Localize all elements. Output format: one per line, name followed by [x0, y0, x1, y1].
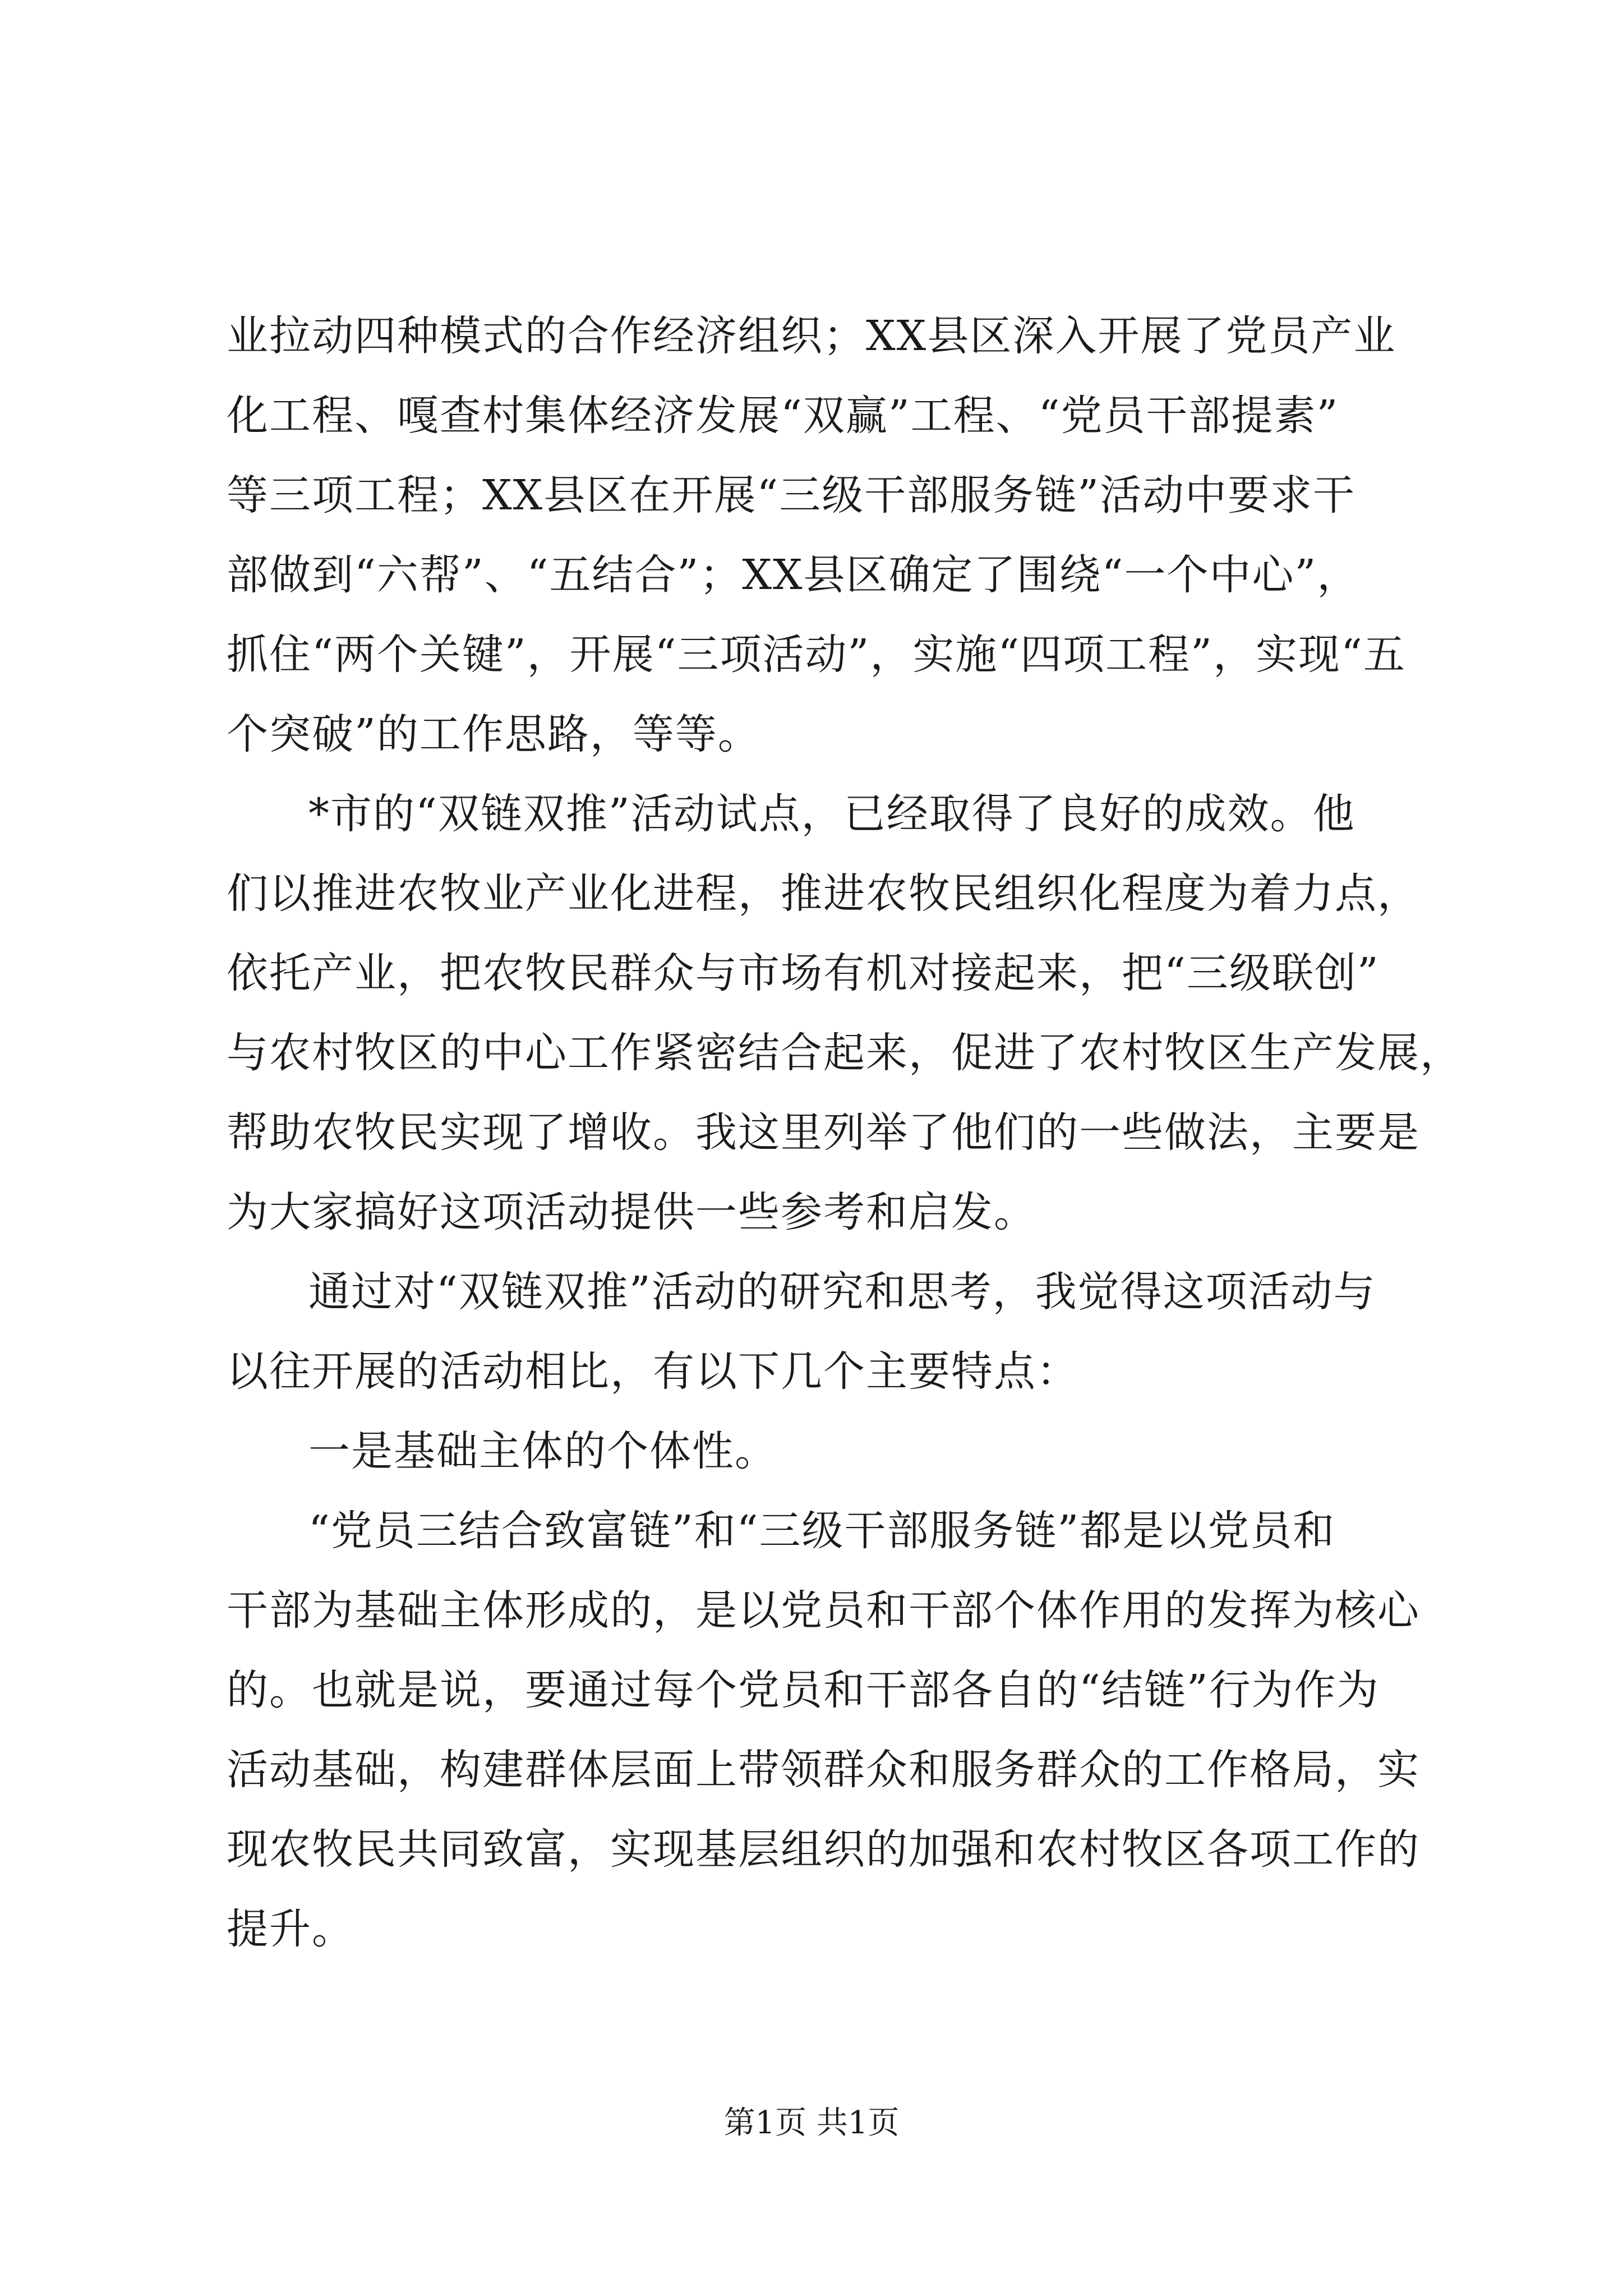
- text-line: 们以推进农牧业产业化进程，推进农牧民组织化程度为着力点，: [227, 869, 1420, 918]
- text-line: 以往开展的活动相比，有以下几个主要特点：: [227, 1347, 1079, 1396]
- text-line: 等三项工程；XX县区在开展“三级干部服务链”活动中要求干: [227, 471, 1356, 519]
- text-line: 个突破”的工作思路，等等。: [227, 710, 760, 758]
- text-line: 为大家搞好这项活动提供一些参考和启发。: [227, 1188, 1036, 1236]
- text-line: 现农牧民共同致富，实现基层组织的加强和农村牧区各项工作的: [227, 1825, 1420, 1874]
- text-line: 的。也就是说，要通过每个党员和干部各自的“结链”行为作为: [227, 1666, 1380, 1714]
- text-line: 抓住“两个关键”，开展“三项活动”，实施“四项工程”，实现“五: [227, 631, 1406, 679]
- text-line: *市的“双链双推”活动试点，已经取得了良好的成效。他: [308, 790, 1355, 838]
- text-line: 化工程、嘎查村集体经济发展“双赢”工程、“党员干部提素”: [227, 392, 1339, 440]
- document-body: [227, 296, 1463, 1969]
- text-line: “党员三结合致富链”和“三级干部服务链”都是以党员和: [308, 1507, 1336, 1555]
- text-line: 一是基础主体的个体性。: [308, 1427, 777, 1475]
- text-line: 业拉动四种模式的合作经济组织；XX县区深入开展了党员产业: [227, 312, 1396, 360]
- text-line: 通过对“双链双推”活动的研究和思考，我觉得这项活动与: [308, 1268, 1376, 1316]
- text-line: 活动基础，构建群体层面上带领群众和服务群众的工作格局，实: [227, 1746, 1420, 1794]
- text-line: 依托产业，把农牧民群众与市场有机对接起来，把“三级联创”: [227, 949, 1380, 997]
- text-line: 部做到“六帮”、“五结合”；XX县区确定了围绕“一个中心”，: [227, 551, 1360, 599]
- text-line: 帮助农牧民实现了增收。我这里列举了他们的一些做法，主要是: [227, 1108, 1420, 1157]
- text-line: 干部为基础主体形成的，是以党员和干部个体作用的发挥为核心: [227, 1586, 1420, 1635]
- text-line: 提升。: [227, 1905, 354, 1953]
- page-footer: 第1页 共1页: [723, 2105, 900, 2141]
- text-line: 与农村牧区的中心工作紧密结合起来，促进了农村牧区生产发展，: [227, 1029, 1463, 1077]
